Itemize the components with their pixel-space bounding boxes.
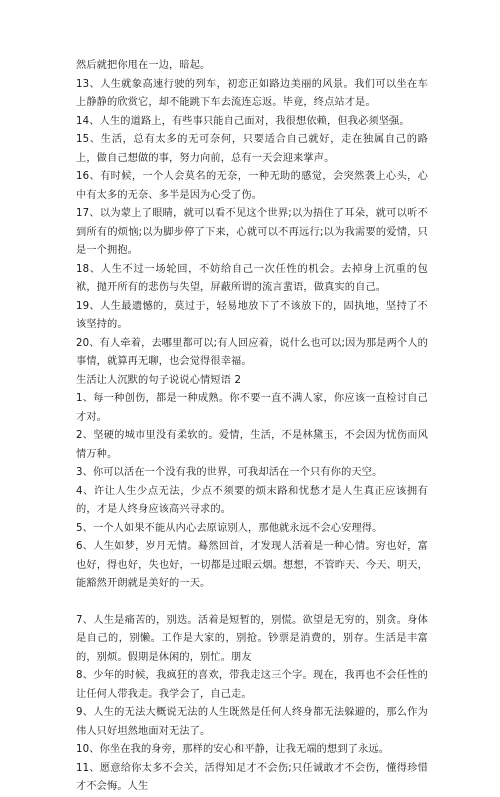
paragraph: 18、人生不过一场轮回，不妨给自己一次任性的机会。去掉身上沉重的包袱，抛开所有的悲伤与失望，屏蔽所谓的流言蜚语，做真实的自己。 xyxy=(76,263,428,293)
paragraph: 11、愿意给你太多不会关，活得知足才不会伤;只任诚敢才不会伤，懂得珍惜才不会悔。人生 xyxy=(76,762,428,792)
paragraph: 4、许让人生少点无法，少点不须要的烦末路和忧愁才是人生真正应该拥有的，才是人终身应该高兴寻求的。 xyxy=(76,485,428,515)
paragraph: 6、人生如梦，岁月无情。蓦然回首，才发现人活着是一种心情。穷也好，富也好，得也好，失也好，一切都是过眼云烟。想想，不管昨天、今天、明天，能豁然开朗就是美好的一天。 xyxy=(76,541,428,589)
paragraph: 2、坚硬的城市里没有柔软的。爱情，生活，不是林黛玉，不会因为忧伤而风情万种。 xyxy=(76,430,428,460)
paragraph: 5、一个人如果不能从内心去原谅别人，那他就永远不会心安理得。 xyxy=(76,522,383,534)
paragraph: 16、有时候，一个人会莫名的无奈，一种无助的感觉，会突然袭上心头，心中有太多的无奈、多半是因为心受了伤。 xyxy=(76,171,428,201)
paragraph: 15、生活，总有太多的无可奈何，只要适合自己就好，走在独属自己的路上，做自己想做的事，努力向前，总有一天会迎来掌声。 xyxy=(76,134,428,164)
paragraph: 1、每一种创伤，都是一种成熟。你不要一直不满人家，你应该一直检讨自己才对。 xyxy=(76,393,428,423)
paragraph: 3、你可以活在一个没有我的世界，可我却活在一个只有你的天空。 xyxy=(76,467,383,478)
paragraph: 19、人生最遗憾的，莫过于，轻易地放下了不该放下的，固执地，坚持了不该坚持的。 xyxy=(76,300,428,330)
paragraph: 8、少年的时候，我疯狂的喜欢，带我走这三个字。现在，我再也不会任性的让任何人带我走。我学会了，自己走。 xyxy=(76,670,428,700)
document-body xyxy=(76,57,428,797)
paragraph: 9、人生的无法大概说无法的人生既然是任何人终身都无法躲避的，那么作为伟人只好坦然地面对无法了。 xyxy=(76,707,428,737)
paragraph: 7、人生是痛苦的，别迭。活着是短暂的，别慌。欲望是无穷的，别贪。身体是自己的，别懒。工作是大家的，别抢。钞票是消费的，别存。生活是丰富的，别烦。假期是休闲的，别忙。朋友 xyxy=(76,614,428,663)
paragraph: 然后就把你甩在一边，暗起。 xyxy=(76,60,211,71)
paragraph: 13、人生就象高速行驶的列车，初恋正如路边美丽的风景。我们可以坐在车上静静的欣赏它，却不能跳下车去流连忘返。毕竟，终点站才是。 xyxy=(76,78,428,108)
paragraph: 17、以为蒙上了眼睛，就可以看不见这个世界;以为捂住了耳朵，就可以听不到所有的烦恼;以为脚步停了下来，心就可以不再远行;以为我需要的爱情，只是一个拥抱。 xyxy=(76,208,428,256)
section-title: 生活让人沉默的句子说说心情短语 2 xyxy=(76,374,242,386)
paragraph: 10、你坐在我的身旁，那样的安心和平静，让我无端的想到了永远。 xyxy=(76,744,390,755)
paragraph: 20、有人牵着，去哪里都可以;有人回应着，说什么也可以;因为那是两个人的事情，就算再无聊，也会觉得很幸福。 xyxy=(76,337,428,367)
paragraph: 14、人生的道路上，有些事只能自己面对，我很想依赖，但我必须坚强。 xyxy=(76,115,410,127)
paragraph-gap xyxy=(76,594,428,612)
